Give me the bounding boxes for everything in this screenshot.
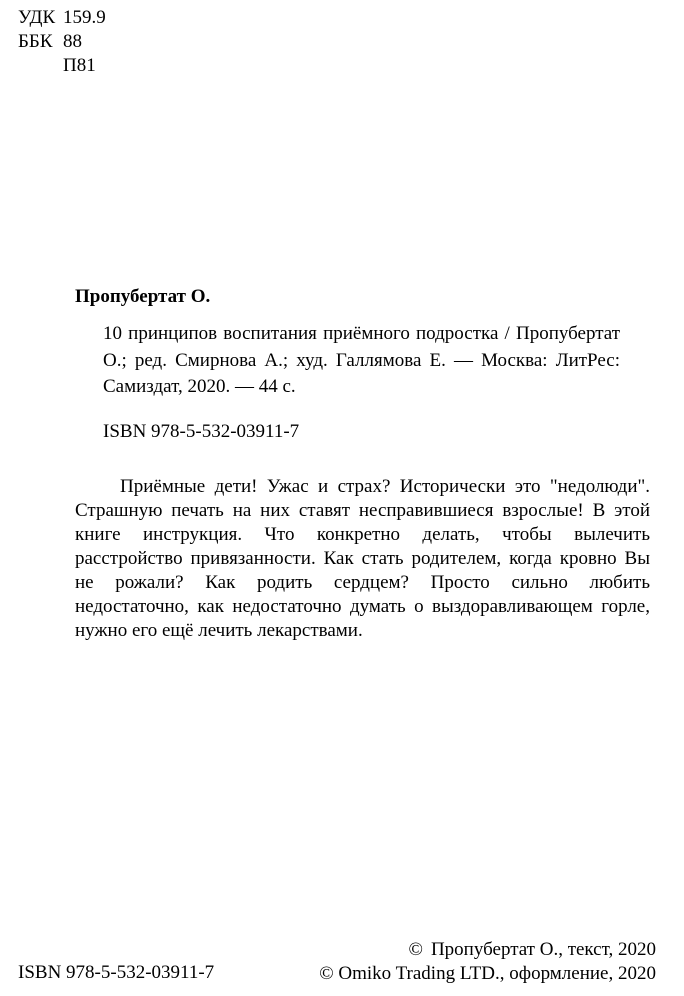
bibliographic-description: 10 принципов воспитания приёмного подростка / Пропубертат О.; ред. Смирнова А.; худ. Галлямова Е. — Москва: ЛитРес: Самиздат, 2020. — 44 с. [103,323,620,397]
book-annotation: Приёмные дети! Ужас и страх? Исторически это "недолюди". Страшную печать на них ставят несправившиеся взрослые! В этой книге инструкция. Что конкретно делать, чтобы вылечить расстройство привязанности. Как стать родителем, когда кровно Вы не рожали? Как родить сердцем? Просто сильно любить недостаточно, как недостаточно думать о выздоравливающем горле, нужно его ещё лечить лекарствами. [75,476,650,641]
udk-row [18,6,106,30]
isbn-number: ISBN 978-5-532-03911-7 [103,421,300,442]
bbk-label: ББК [18,31,53,52]
author-mark-row [18,54,106,78]
bbk-value: 88 [63,31,82,52]
udk-value: 159.9 [63,7,106,28]
footer-isbn: ISBN 978-5-532-03911-7 [18,962,215,983]
author-heading: Пропубертат О. [75,286,211,307]
author-mark: П81 [63,55,96,76]
bbk-row [18,30,106,54]
udk-label: УДК [18,7,56,28]
copyright-design-line: © Omiko Trading LTD., оформление, 2020 [319,963,656,984]
library-classification [18,6,106,78]
copyright-text-line [319,938,656,962]
copyright-text: Пропубертат О., текст, 2020 [430,939,656,960]
copyright-sign: © [408,939,423,960]
copyright-block [319,938,656,986]
